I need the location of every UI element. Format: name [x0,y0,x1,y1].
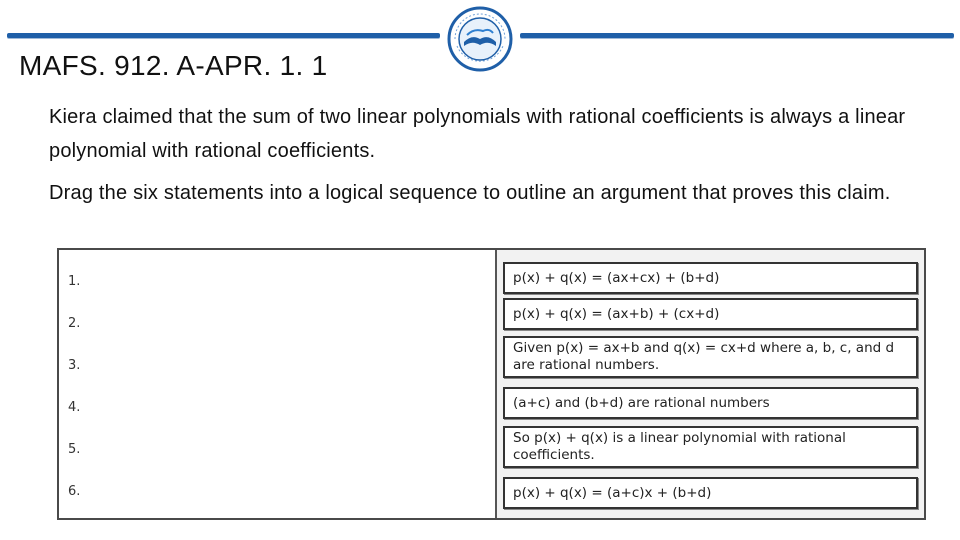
answer-slot-6[interactable]: 6. [68,484,81,499]
answer-sequence-area[interactable] [59,250,497,518]
header-rule-left [7,33,440,38]
answer-slot-2[interactable]: 2. [68,316,81,331]
answer-slot-3[interactable]: 3. [68,358,81,373]
answer-slot-1[interactable]: 1. [68,274,81,289]
header-rule-right [520,33,954,38]
statement-card[interactable]: p(x) + q(x) = (a+c)x + (b+d) [503,477,918,509]
school-district-seal-icon [447,6,513,72]
statement-card[interactable]: p(x) + q(x) = (ax+b) + (cx+d) [503,298,918,330]
statement-card[interactable]: Given p(x) = ax+b and q(x) = cx+d where a, b, c, and d are rational numbers. [503,336,918,378]
answer-slot-4[interactable]: 4. [68,400,81,415]
statement-card[interactable]: So p(x) + q(x) is a linear polynomial with rational coefficients. [503,426,918,468]
problem-statement: Kiera claimed that the sum of two linear polynomials with rational coefficients is always a linear polynomial with rational coefficients. [49,106,906,162]
statement-card[interactable]: p(x) + q(x) = (ax+cx) + (b+d) [503,262,918,294]
statement-card[interactable]: (a+c) and (b+d) are rational numbers [503,387,918,419]
drag-instructions: Drag the six statements into a logical sequence to outline an argument that proves this claim. [49,182,891,204]
answer-slot-5[interactable]: 5. [68,442,81,457]
page-title: MAFS. 912. A-APR. 1. 1 [19,50,328,81]
drag-and-drop-panel [57,248,926,520]
